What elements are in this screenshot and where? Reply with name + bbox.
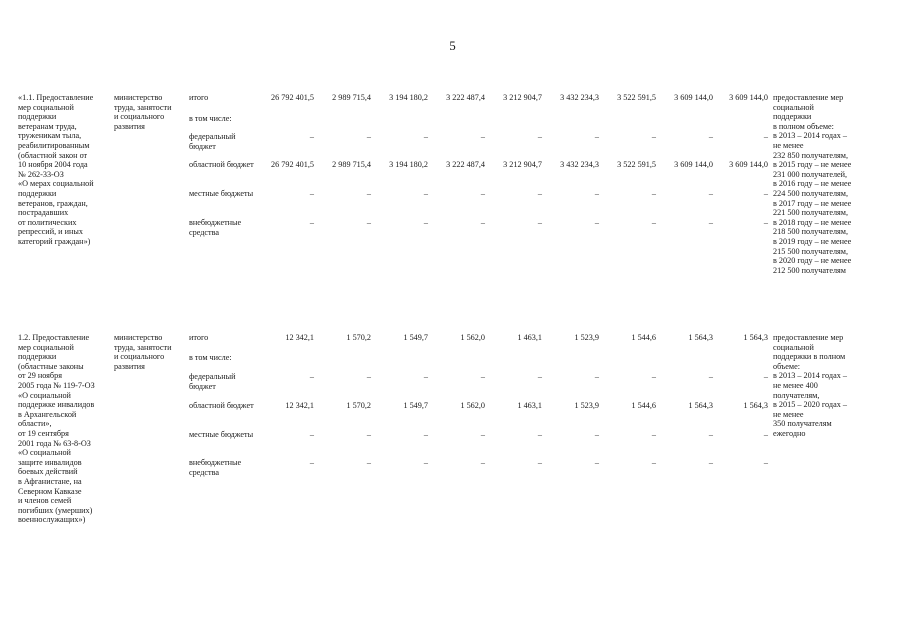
value-2014: –	[423, 218, 428, 227]
value-2017: –	[594, 458, 599, 467]
value-2019: 1 564,3	[688, 333, 713, 342]
funding-row-regional	[189, 401, 769, 423]
value-2015: –	[480, 132, 485, 141]
value-2013: –	[366, 430, 371, 439]
funding-source-label: итого	[189, 333, 209, 342]
value-total: 12 342,1	[285, 333, 314, 342]
funding-row-extrabudgetary	[189, 458, 769, 480]
value-2016: –	[537, 430, 542, 439]
value-2018: 1 544,6	[631, 333, 656, 342]
value-total: 12 342,1	[285, 401, 314, 410]
funding-source-label: в том числе:	[189, 114, 232, 123]
value-2014: 1 549,7	[403, 333, 428, 342]
value-2016: –	[537, 189, 542, 198]
value-2020: –	[763, 189, 768, 198]
value-2020: –	[763, 218, 768, 227]
value-2013: 1 570,2	[346, 401, 371, 410]
value-2019: –	[708, 458, 713, 467]
value-2020: 3 609 144,0	[729, 93, 768, 102]
value-2015: 1 562,0	[460, 401, 485, 410]
value-2015: 3 222 487,4	[446, 160, 485, 169]
value-total: 26 792 401,5	[271, 160, 314, 169]
value-2019: –	[708, 218, 713, 227]
page-number: 5	[449, 38, 456, 53]
value-2013: –	[366, 458, 371, 467]
value-2017: 1 523,9	[574, 333, 599, 342]
funding-row-federal	[189, 132, 769, 154]
value-total: –	[309, 372, 314, 381]
value-2014: –	[423, 430, 428, 439]
value-2015: 1 562,0	[460, 333, 485, 342]
value-2015: –	[480, 372, 485, 381]
funding-row-total	[189, 333, 769, 355]
funding-row-regional	[189, 160, 769, 182]
funding-source-label: итого	[189, 93, 209, 102]
value-2020: 1 564,3	[743, 401, 768, 410]
value-2017: –	[594, 132, 599, 141]
value-2020: –	[763, 132, 768, 141]
value-2017: –	[594, 218, 599, 227]
funding-row-federal	[189, 372, 769, 394]
measure-title: 1.2. Предоставление мер социальной поддержки (областные законы от 29 ноября 2005 года № 119-7-ОЗ «О социальной поддержке инвалидов в Архангельской области», от 19 сентября 2001 года № 63-8-ОЗ «О социальной защите инвалидов боевых действий в Афганистане, на Северном Кавказе и членов семей погибших (умерших) военнослужащих»)	[18, 333, 95, 525]
value-2019: –	[708, 372, 713, 381]
value-2013: –	[366, 132, 371, 141]
funding-source-label: внебюджетные средства	[189, 218, 242, 237]
value-2017: 1 523,9	[574, 401, 599, 410]
value-2017: 3 432 234,3	[560, 160, 599, 169]
value-2015: –	[480, 189, 485, 198]
funding-source-label: областной бюджет	[189, 401, 254, 410]
value-2014: –	[423, 132, 428, 141]
value-2016: –	[537, 218, 542, 227]
value-2014: 3 194 180,2	[389, 160, 428, 169]
funding-row-local	[189, 430, 769, 452]
funding-row-local	[189, 189, 769, 211]
funding-source-label: федеральный бюджет	[189, 132, 236, 151]
value-2020: –	[763, 430, 768, 439]
value-2018: –	[651, 430, 656, 439]
value-2018: –	[651, 189, 656, 198]
value-2020: 1 564,3	[743, 333, 768, 342]
value-2018: –	[651, 218, 656, 227]
value-2016: –	[537, 458, 542, 467]
funding-source-label: федеральный бюджет	[189, 372, 236, 391]
funding-source-label: внебюджетные средства	[189, 458, 242, 477]
value-total: –	[309, 218, 314, 227]
value-2017: 3 432 234,3	[560, 93, 599, 102]
value-2015: 3 222 487,4	[446, 93, 485, 102]
value-total: 26 792 401,5	[271, 93, 314, 102]
value-2019: –	[708, 132, 713, 141]
value-2020: 3 609 144,0	[729, 160, 768, 169]
expected-result: предоставление мер социальной поддержки в полном объеме: в 2013 – 2014 годах – не менее 232 850 получателям, в 2015 году – не менее 231 000 получателей, в 2016 году – не менее 224 500 получателям, в 2017 году – не менее 221 500 получателям, в 2018 году – не менее 218 500 получателям, в 2019 году – не менее 215 500 получателям, в 2020 году – не менее 212 500 получателям	[773, 93, 852, 275]
value-2013: –	[366, 372, 371, 381]
value-total: –	[309, 132, 314, 141]
value-2018: –	[651, 372, 656, 381]
funding-source-label: в том числе:	[189, 353, 232, 362]
value-total: –	[309, 430, 314, 439]
value-2016: 3 212 904,7	[503, 160, 542, 169]
value-total: –	[309, 189, 314, 198]
funding-source-label: областной бюджет	[189, 160, 254, 169]
value-2018: 3 522 591,5	[617, 160, 656, 169]
value-total: –	[309, 458, 314, 467]
funding-row-total	[189, 93, 769, 115]
value-2017: –	[594, 372, 599, 381]
value-2016: 1 463,1	[517, 333, 542, 342]
funding-source-label: местные бюджеты	[189, 430, 254, 439]
value-2018: 1 544,6	[631, 401, 656, 410]
value-2017: –	[594, 430, 599, 439]
value-2020: –	[763, 372, 768, 381]
executor: министерство труда, занятости и социального развития	[114, 93, 172, 131]
funding-source-label: местные бюджеты	[189, 189, 254, 198]
value-2019: –	[708, 189, 713, 198]
value-2017: –	[594, 189, 599, 198]
value-2015: –	[480, 458, 485, 467]
value-2018: –	[651, 458, 656, 467]
value-2019: 3 609 144,0	[674, 93, 713, 102]
value-2014: –	[423, 372, 428, 381]
measure-title: «1.1. Предоставление мер социальной поддержки ветеранам труда, труженикам тыла, реабилитированным (областной закон от 10 ноября 2004 года № 262-33-ОЗ «О мерах социальной поддержки ветеранов, граждан, пострадавших от политических репрессий, и иных категорий граждан»)	[18, 93, 94, 246]
funding-row-extrabudgetary	[189, 218, 769, 240]
value-2015: –	[480, 218, 485, 227]
value-2019: 1 564,3	[688, 401, 713, 410]
value-2013: 1 570,2	[346, 333, 371, 342]
value-2016: 1 463,1	[517, 401, 542, 410]
value-2014: 3 194 180,2	[389, 93, 428, 102]
value-2013: 2 989 715,4	[332, 93, 371, 102]
value-2018: –	[651, 132, 656, 141]
value-2018: 3 522 591,5	[617, 93, 656, 102]
value-2019: 3 609 144,0	[674, 160, 713, 169]
value-2016: –	[537, 372, 542, 381]
value-2014: –	[423, 458, 428, 467]
value-2015: –	[480, 430, 485, 439]
value-2014: 1 549,7	[403, 401, 428, 410]
value-2013: –	[366, 189, 371, 198]
value-2013: –	[366, 218, 371, 227]
value-2013: 2 989 715,4	[332, 160, 371, 169]
expected-result: предоставление мер социальной поддержки в полном объеме: в 2013 – 2014 годах – не менее 400 получателям, в 2015 – 2020 годах – не менее 350 получателям ежегодно	[773, 333, 847, 438]
value-2020: –	[763, 458, 768, 467]
value-2019: –	[708, 430, 713, 439]
value-2016: –	[537, 132, 542, 141]
value-2014: –	[423, 189, 428, 198]
executor: министерство труда, занятости и социального развития	[114, 333, 172, 371]
value-2016: 3 212 904,7	[503, 93, 542, 102]
